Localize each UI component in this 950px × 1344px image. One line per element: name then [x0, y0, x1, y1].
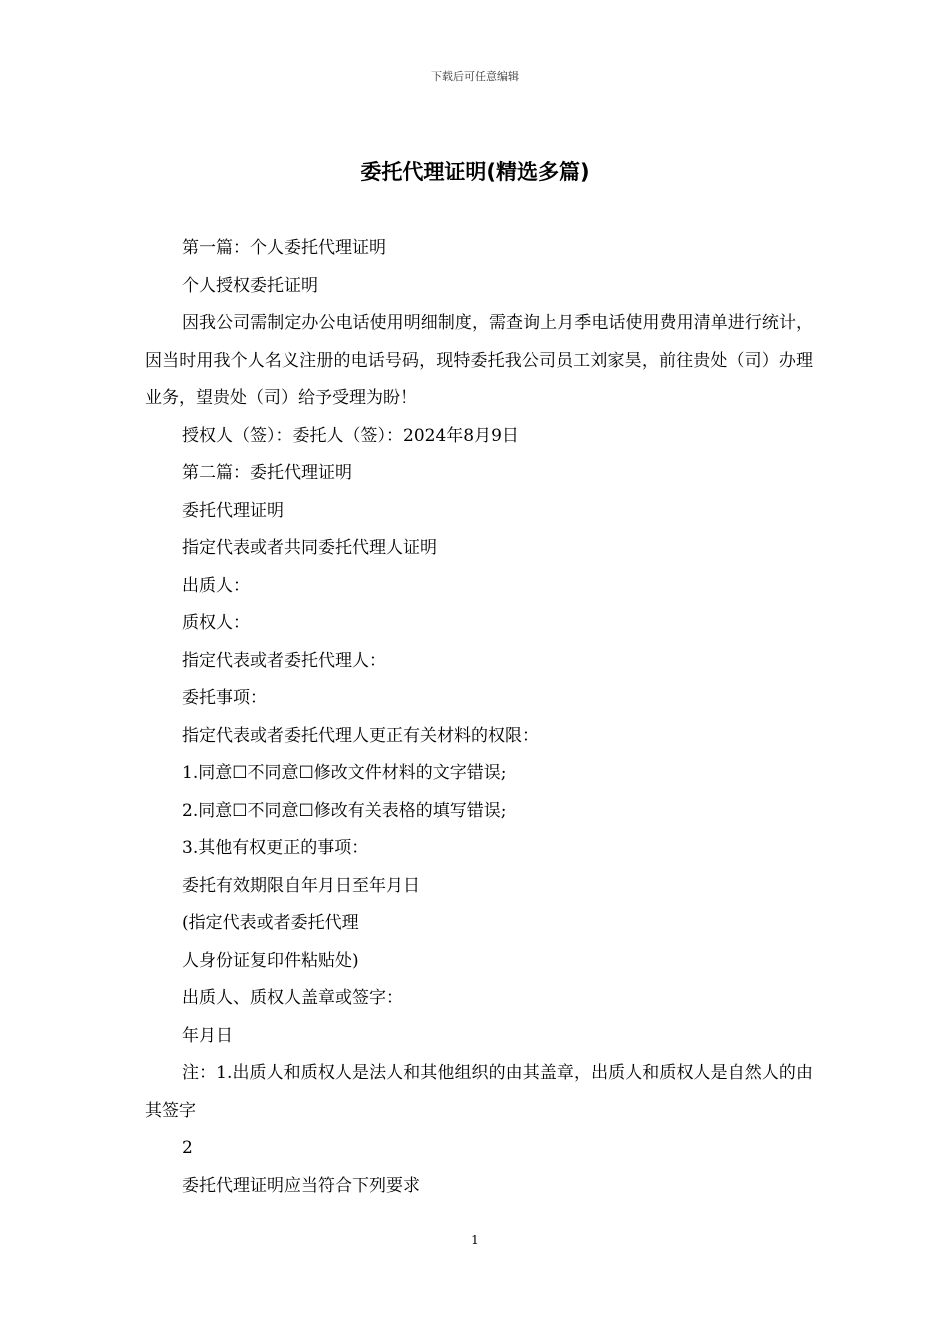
paragraph: 指定代表或者委托代理人：: [182, 650, 386, 671]
paragraph: 人身份证复印件粘贴处): [182, 950, 359, 971]
paragraph: 委托有效期限自年月日至年月日: [182, 875, 420, 896]
paragraph: 第一篇：个人委托代理证明: [182, 238, 386, 258]
paragraph: 授权人（签）：委托人（签）：2024年8月9日: [182, 425, 519, 446]
paragraph: 1.同意☐不同意☐修改文件材料的文字错误;: [182, 763, 507, 783]
document-body: [145, 230, 813, 1205]
paragraph: 指定代表或者共同委托代理人证明: [182, 538, 437, 558]
header-note: 下载后可任意编辑: [431, 70, 519, 83]
paragraph: 2.同意☐不同意☐修改有关表格的填写错误;: [182, 800, 507, 821]
paragraph: 出质人、质权人盖章或签字：: [182, 988, 403, 1008]
paragraph: 因我公司需制定办公电话使用明细制度，需查询上月季电话使用费用清单进行统计，因当时用我个人名义注册的电话号码，现特委托我公司员工刘家昊，前往贵处（司）办理业务，望贵处（司）给予受理为盼！: [145, 313, 813, 408]
paragraph: 指定代表或者委托代理人更正有关材料的权限：: [182, 725, 539, 746]
paragraph: 2: [182, 1138, 193, 1158]
paragraph: 委托代理证明: [182, 500, 284, 521]
document-title: 委托代理证明(精选多篇): [360, 160, 590, 184]
paragraph: 注：1.出质人和质权人是法人和其他组织的由其盖章，出质人和质权人是自然人的由其签字: [145, 1063, 813, 1121]
paragraph: 3.其他有权更正的事项：: [182, 838, 369, 858]
paragraph: 第二篇：委托代理证明: [182, 463, 352, 483]
paragraph: (指定代表或者委托代理: [182, 913, 359, 933]
page-number: 1: [471, 1233, 479, 1247]
paragraph: 个人授权委托证明: [182, 275, 318, 296]
paragraph: 委托代理证明应当符合下列要求: [182, 1175, 420, 1196]
paragraph: 出质人：: [182, 575, 250, 596]
paragraph: 委托事项：: [182, 688, 267, 708]
paragraph: 质权人：: [182, 613, 250, 633]
paragraph: 年月日: [182, 1025, 233, 1046]
